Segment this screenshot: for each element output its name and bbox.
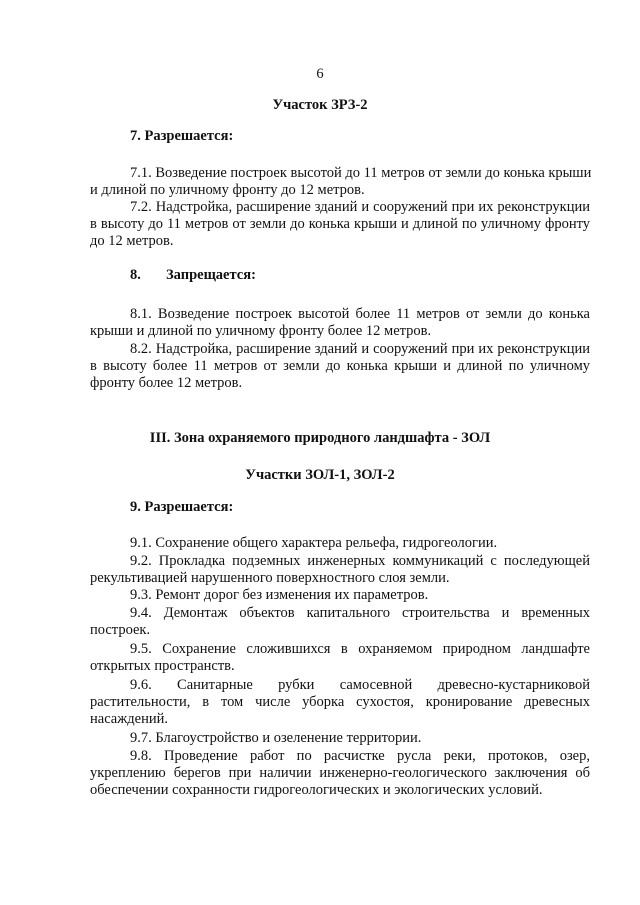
zone-subtitle-zol: Участки ЗОЛ-1, ЗОЛ-2 — [245, 467, 395, 483]
heading-forbidden-text: Запрещается: — [166, 267, 256, 283]
clause-9-2: 9.2. Прокладка подземных инженерных коммуникаций с последующей рекультивацией нарушенного поверхностного слоя земли. — [90, 553, 590, 586]
clause-9-1: 9.1. Сохранение общего характера рельефа, гидрогеологии. — [130, 535, 498, 551]
section-title-zrz2: Участок ЗРЗ-2 — [272, 97, 368, 113]
clause-7-2: 7.2. Надстройка, расширение зданий и сооружений при их реконструкции в высоту до 11 метров от земли до конька крыши и длиной по уличному фронту до 12 метров. — [90, 199, 590, 249]
heading-forbidden-number: 8. — [130, 267, 141, 283]
zone-title-zol: III. Зона охраняемого природного ландшафта - ЗОЛ — [149, 430, 491, 446]
clause-7-1: 7.1. Возведение построек высотой до 11 метров от земли до конька крыши и длиной по уличному фронту до 12 метров. — [90, 165, 592, 198]
page-number: 6 — [316, 66, 324, 82]
clause-9-6: 9.6. Санитарные рубки самосевной древесно-кустарниковой растительности, в том числе уборка сухостоя, кронирование древесных насаждений. — [90, 677, 590, 727]
clause-8-2: 8.2. Надстройка, расширение зданий и сооружений при их реконструкции в высоту более 11 метров от земли до конька крыши и длиной по уличному фронту более 12 метров. — [90, 341, 590, 391]
clause-8-1: 8.1. Возведение построек высотой более 11 метров от земли до конька крыши и длиной по уличному фронту более 12 метров. — [90, 306, 590, 339]
clause-9-4: 9.4. Демонтаж объектов капитального строительства и временных построек. — [90, 605, 590, 638]
clause-9-3: 9.3. Ремонт дорог без изменения их параметров. — [130, 587, 429, 603]
heading-allowed-7: 7. Разрешается: — [130, 128, 234, 144]
heading-allowed-9: 9. Разрешается: — [130, 499, 234, 515]
clause-9-5: 9.5. Сохранение сложившихся в охраняемом природном ландшафте открытых пространств. — [90, 641, 590, 674]
clause-9-7: 9.7. Благоустройство и озеленение территории. — [130, 730, 422, 746]
clause-9-8: 9.8. Проведение работ по расчистке русла реки, протоков, озер, укреплению берегов при наличии инженерно-геологического заключения об обеспечении сохранности гидрогеологических и экологических условий. — [90, 748, 590, 798]
